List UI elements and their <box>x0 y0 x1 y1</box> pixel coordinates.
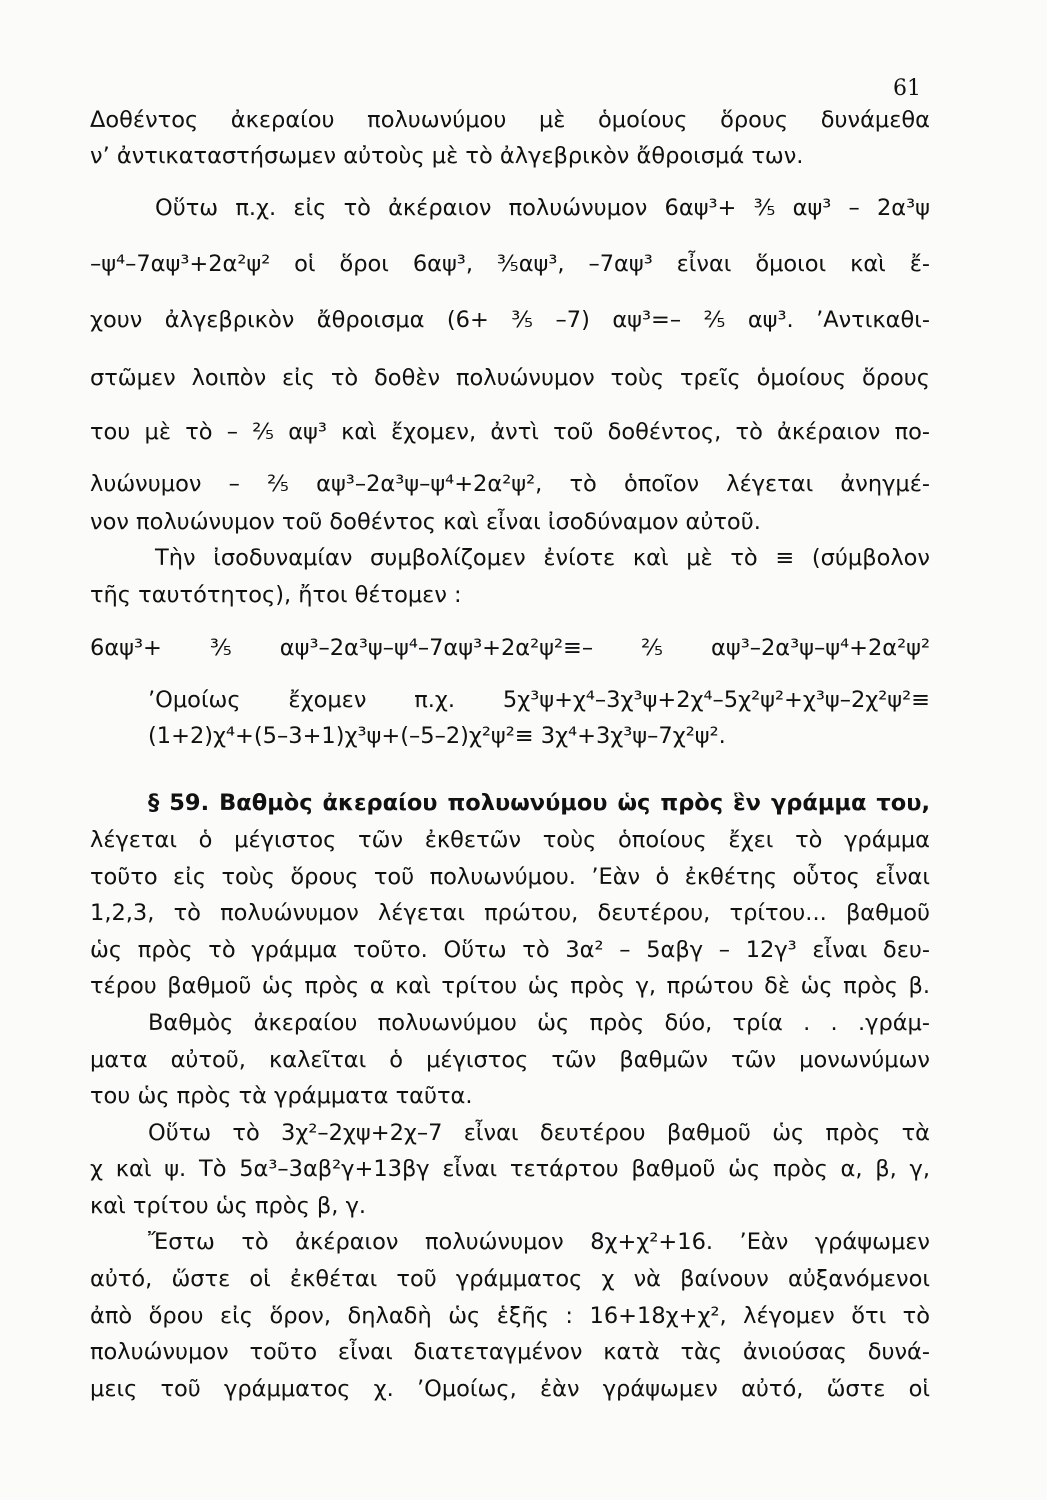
text-line: αὐτό, ὥστε οἱ ἐκθέται τοῦ γράμματος χ νὰ βαίνουν αὐξανόμενοι <box>90 1266 930 1292</box>
text-line: τοῦτο εἰς τοὺς ὅρους τοῦ πολυωνύμου. ’Εὰν ὁ ἐκθέτης οὗτος εἶναι <box>90 864 930 890</box>
text-line: Οὕτω τὸ 3χ²–2χψ+2χ–7 εἶναι δευτέρου βαθμοῦ ὡς πρὸς τὰ <box>148 1120 930 1146</box>
text-line: χ καὶ ψ. Τὸ 5α³–3αβ²γ+13βγ εἶναι τετάρτου βαθμοῦ ὡς πρὸς α, β, γ, <box>90 1156 930 1182</box>
text-line: μεις τοῦ γράμματος χ. ’Ομοίως, ἐὰν γράψωμεν αὐτό, ὥστε οἱ <box>90 1376 930 1402</box>
text-line: Δοθέντος ἀκεραίου πολυωνύμου μὲ ὁμοίους ὅρους δυνάμεθα <box>90 107 930 133</box>
equation-line: ’Ομοίως ἔχομεν π.χ. 5χ³ψ+χ⁴–3χ³ψ+2χ⁴–5χ²ψ²+χ³ψ–2χ²ψ²≡ <box>148 687 930 713</box>
text-line: Ἔστω τὸ ἀκέραιον πολυώνυμον 8χ+χ²+16. ’Εὰν γράψωμεν <box>148 1229 930 1255</box>
page-number: 61 <box>893 76 921 101</box>
text-line: νον πολυώνυμον τοῦ δοθέντος καὶ εἶναι ἰσοδύναμον αὐτοῦ. <box>90 509 761 535</box>
text-line: λέγεται ὁ μέγιστος τῶν ἐκθετῶν τοὺς ὁποίους ἔχει τὸ γράμμα <box>90 827 930 853</box>
text-line: 1,2,3, τὸ πολυώνυμον λέγεται πρώτου, δευτέρου, τρίτου... βαθμοῦ <box>90 900 930 926</box>
text-line: καὶ τρίτου ὡς πρὸς β, γ. <box>90 1193 367 1219</box>
text-line: τέρου βαθμοῦ ὡς πρὸς α καὶ τρίτου ὡς πρὸς γ, πρώτου δὲ ὡς πρὸς β. <box>90 973 930 999</box>
text-line: τῆς ταυτότητος), ἤτοι θέτομεν : <box>90 582 462 608</box>
text-line: λυώνυμον – ²⁄₅ αψ³–2α³ψ–ψ⁴+2α²ψ², τὸ ὁποῖον λέγεται ἀνηγμέ- <box>90 471 930 497</box>
text-line: ὡς πρὸς τὸ γράμμα τοῦτο. Οὕτω τὸ 3α² – 5αβγ – 12γ³ εἶναι δευ- <box>90 937 930 963</box>
text-line: ματα αὐτοῦ, καλεῖται ὁ μέγιστος τῶν βαθμῶν τῶν μονωνύμων <box>90 1047 930 1073</box>
text-line: πολυώνυμον τοῦτο εἶναι διατεταγμένον κατὰ τὰς ἀνιούσας δυνά- <box>90 1339 930 1365</box>
text-line: Βαθμὸς ἀκεραίου πολυωνύμου ὡς πρὸς δύο, τρία . . .γράμ- <box>148 1010 930 1036</box>
text-line: του ὡς πρὸς τὰ γράμματα ταῦτα. <box>90 1083 473 1109</box>
text-line: –ψ⁴–7αψ³+2α²ψ² οἱ ὅροι 6αψ³, ³⁄₅αψ³, –7αψ³ εἶναι ὅμοιοι καὶ ἔ- <box>90 251 930 277</box>
equation-line: 6αψ³+ ³⁄₅ αψ³–2α³ψ–ψ⁴–7αψ³+2α²ψ²≡– ²⁄₅ αψ³–2α³ψ–ψ⁴+2α²ψ² <box>90 635 930 661</box>
text-line: ν’ ἀντικαταστήσωμεν αὐτοὺς μὲ τὸ ἀλγεβρικὸν ἄθροισμά των. <box>90 143 804 169</box>
text-line: χουν ἀλγεβρικὸν ἄθροισμα (6+ ³⁄₅ –7) αψ³=– ²⁄₅ αψ³. ’Αντικαθι- <box>90 307 930 333</box>
text-line: στῶμεν λοιπὸν εἰς τὸ δοθὲν πολυώνυμον τοὺς τρεῖς ὁμοίους ὅρους <box>90 365 930 391</box>
text-line: Τὴν ἰσοδυναμίαν συμβολίζομεν ἐνίοτε καὶ μὲ τὸ ≡ (σύμβολον <box>155 545 930 571</box>
text-line: ἀπὸ ὅρου εἰς ὅρον, δηλαδὴ ὡς ἑξῆς : 16+18χ+χ², λέγομεν ὅτι τὸ <box>90 1303 930 1329</box>
text-line: Οὕτω π.χ. εἰς τὸ ἀκέραιον πολυώνυμον 6αψ³+ ³⁄₅ αψ³ – 2α³ψ <box>155 195 930 221</box>
equation-line: (1+2)χ⁴+(5–3+1)χ³ψ+(–5–2)χ²ψ²≡ 3χ⁴+3χ³ψ–7χ²ψ². <box>148 723 726 749</box>
section-heading-line: § 59. Βαθμὸς ἀκεραίου πολυωνύμου ὡς πρὸς ἓν γράμμα του, <box>148 790 930 816</box>
text-line: του μὲ τὸ – ²⁄₅ αψ³ καὶ ἔχομεν, ἀντὶ τοῦ δοθέντος, τὸ ἀκέραιον πο- <box>90 419 930 445</box>
